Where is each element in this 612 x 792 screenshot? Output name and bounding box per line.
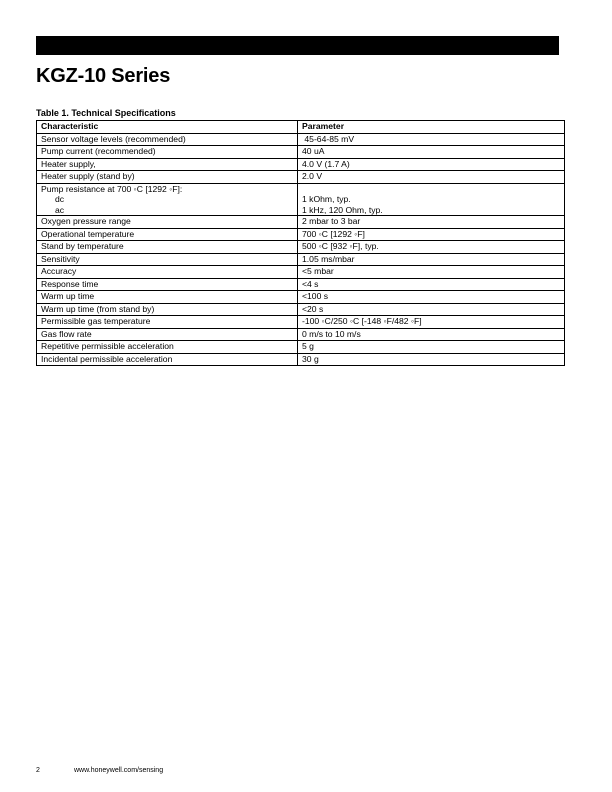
parameter-cell: 700 ◦C [1292 ◦F]: [298, 228, 565, 241]
parameter-cell: 0 m/s to 10 m/s: [298, 328, 565, 341]
characteristic-cell: Pump current (recommended): [37, 146, 298, 159]
table-row: [37, 341, 565, 354]
characteristic-cell: Sensitivity: [37, 253, 298, 266]
pump-resistance-dc-value: 1 kOhm, typ.: [302, 194, 351, 204]
footer-url: www.honeywell.com/sensing: [74, 767, 164, 774]
column-header-characteristic: Characteristic: [37, 121, 298, 134]
column-header-parameter: Parameter: [298, 121, 565, 134]
pump-resistance-spacer: [302, 184, 561, 195]
table-row: [37, 316, 565, 329]
characteristic-cell: Warm up time (from stand by): [37, 303, 298, 316]
parameter-cell: 4.0 V (1.7 A): [298, 158, 565, 171]
page-number: 2: [36, 767, 40, 774]
table-row: [37, 228, 565, 241]
pump-resistance-ac-label: ac: [55, 204, 65, 215]
table-row: [37, 146, 565, 159]
specifications-table: [36, 120, 565, 366]
page-title: KGZ-10 Series: [36, 65, 171, 87]
parameter-cell: -100 ◦C/250 ◦C [-148 ◦F/482 ◦F]: [298, 316, 565, 329]
parameter-cell: <100 s: [298, 291, 565, 304]
characteristic-cell: Response time: [37, 278, 298, 291]
table-row: [37, 278, 565, 291]
table-row: [37, 328, 565, 341]
table-row: [37, 253, 565, 266]
table-row: [37, 241, 565, 254]
characteristic-cell: Oxygen pressure range: [37, 216, 298, 229]
characteristic-cell: Repetitive permissible acceleration: [37, 341, 298, 354]
parameter-cell: <5 mbar: [298, 266, 565, 279]
parameter-cell: 45-64-85 mV: [298, 133, 565, 146]
pump-resistance-ac-value: 1 kHz, 120 Ohm, typ.: [302, 204, 383, 215]
characteristic-cell: Warm up time: [37, 291, 298, 304]
pump-resistance-label: Pump resistance at 700 ◦C [1292 ◦F]:: [41, 183, 183, 194]
table-header-row: [37, 121, 565, 134]
characteristic-cell: Operational temperature: [37, 228, 298, 241]
table-caption: Table 1. Technical Specifications: [36, 108, 176, 118]
table-row: [37, 303, 565, 316]
header-bar: [36, 36, 559, 55]
characteristic-cell: Incidental permissible acceleration: [37, 353, 298, 366]
table-row-pump-resistance: [37, 183, 565, 216]
parameter-cell: [298, 183, 565, 216]
parameter-cell: <20 s: [298, 303, 565, 316]
table-row: [37, 266, 565, 279]
parameter-cell: 2.0 V: [298, 171, 565, 184]
parameter-cell: 2 mbar to 3 bar: [298, 216, 565, 229]
table-row: [37, 158, 565, 171]
table-row: [37, 353, 565, 366]
characteristic-cell: Permissible gas temperature: [37, 316, 298, 329]
characteristic-cell: Heater supply (stand by): [37, 171, 298, 184]
table-row: [37, 171, 565, 184]
parameter-cell: 30 g: [298, 353, 565, 366]
parameter-cell: 40 uA: [298, 146, 565, 159]
characteristic-cell: Heater supply,: [37, 158, 298, 171]
characteristic-cell: [37, 183, 298, 216]
parameter-cell: <4 s: [298, 278, 565, 291]
table-row: [37, 216, 565, 229]
parameter-cell: 1.05 ms/mbar: [298, 253, 565, 266]
characteristic-cell: Stand by temperature: [37, 241, 298, 254]
parameter-cell: 5 g: [298, 341, 565, 354]
pump-resistance-dc-label: dc: [55, 194, 65, 204]
characteristic-cell: Gas flow rate: [37, 328, 298, 341]
table-row: [37, 133, 565, 146]
characteristic-cell: Accuracy: [37, 266, 298, 279]
characteristic-cell: Sensor voltage levels (recommended): [37, 133, 298, 146]
parameter-cell: 500 ◦C [932 ◦F], typ.: [298, 241, 565, 254]
table-row: [37, 291, 565, 304]
